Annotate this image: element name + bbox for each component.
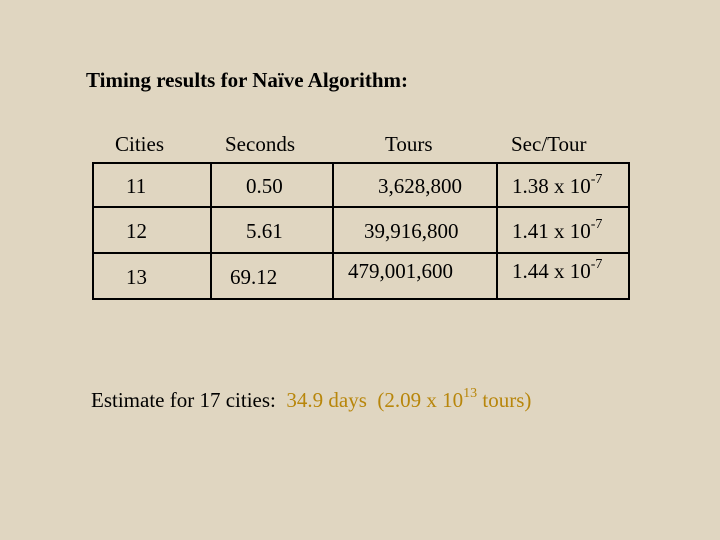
cell-seconds: 0.50 (246, 174, 283, 198)
slide-title: Timing results for Naïve Algorithm: (86, 68, 408, 92)
estimate-label: Estimate for 17 cities: (91, 388, 276, 412)
cell-cities: 12 (126, 219, 147, 243)
sec-per-tour-base: 1.44 x 10 (512, 259, 591, 283)
sec-per-tour-base: 1.41 x 10 (512, 219, 591, 243)
cell-cities: 13 (126, 265, 147, 289)
cell-sec-per-tour (512, 259, 602, 284)
table-right-border (628, 162, 630, 300)
table-top-border (92, 162, 630, 164)
table-left-border (92, 162, 94, 300)
cell-sec-per-tour (512, 219, 602, 244)
sec-per-tour-exponent: -7 (590, 257, 603, 272)
estimate-line (91, 388, 531, 413)
table-column-divider (332, 162, 334, 300)
timing-table (92, 162, 630, 300)
cell-tours: 479,001,600 (348, 259, 453, 283)
column-header-seconds: Seconds (225, 132, 295, 156)
cell-seconds: 5.61 (246, 219, 283, 243)
table-bottom-border (92, 298, 630, 300)
column-header-tours: Tours (385, 132, 433, 156)
cell-tours: 39,916,800 (364, 219, 459, 243)
table-row-divider (92, 206, 630, 208)
column-header-cities: Cities (115, 132, 165, 156)
sec-per-tour-base: 1.38 x 10 (512, 174, 591, 198)
cell-sec-per-tour (512, 174, 602, 199)
table-row-divider (92, 252, 630, 254)
table-column-divider (496, 162, 498, 300)
estimate-tours-exponent: 13 (463, 386, 478, 401)
cell-cities: 11 (126, 174, 147, 198)
estimate-value: 34.9 days (286, 388, 367, 412)
column-header-sec-per-tour: Sec/Tour (511, 132, 587, 156)
cell-seconds: 69.12 (230, 265, 278, 289)
estimate-tours-base: (2.09 x 10 (377, 388, 464, 412)
table-column-divider (210, 162, 212, 300)
sec-per-tour-exponent: -7 (590, 217, 603, 232)
estimate-tours-unit: tours) (482, 388, 532, 412)
cell-tours: 3,628,800 (378, 174, 462, 198)
sec-per-tour-exponent: -7 (590, 172, 603, 187)
